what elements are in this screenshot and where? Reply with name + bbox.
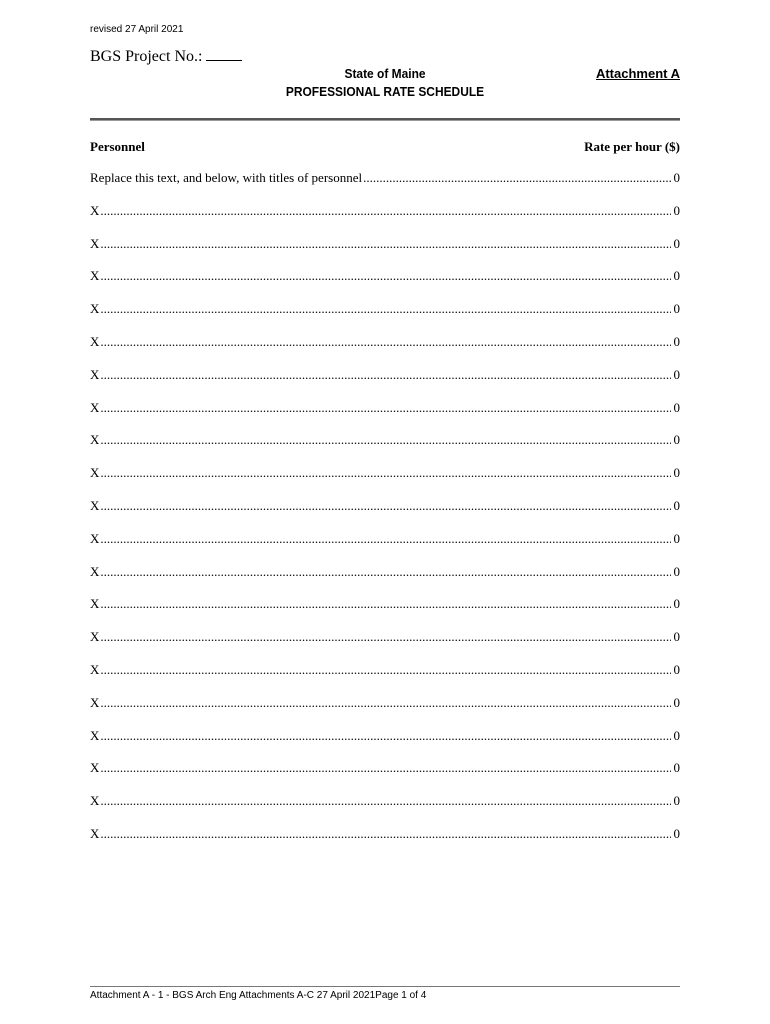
- dot-leader: [100, 465, 670, 481]
- rate-value[interactable]: 0: [673, 301, 680, 317]
- rate-value[interactable]: 0: [673, 530, 680, 546]
- table-row: [90, 596, 680, 629]
- personnel-title[interactable]: X: [90, 465, 100, 481]
- table-row: [90, 793, 680, 826]
- table-row: [90, 170, 680, 203]
- personnel-title[interactable]: X: [90, 661, 100, 677]
- page-footer: Attachment A - 1 - BGS Arch Eng Attachments A-C 27 April 2021Page 1 of 4: [90, 990, 427, 1001]
- dot-leader: [100, 301, 670, 317]
- rate-value[interactable]: 0: [673, 333, 680, 349]
- table-row: [90, 826, 680, 859]
- table-row: [90, 695, 680, 728]
- table-row: [90, 334, 680, 367]
- dot-leader: [100, 334, 670, 350]
- table-row: [90, 236, 680, 269]
- project-number-line: [90, 46, 242, 66]
- document-title: [261, 65, 509, 101]
- dot-leader: [100, 367, 670, 383]
- rate-value[interactable]: 0: [673, 760, 680, 776]
- header-divider: [90, 118, 680, 121]
- dot-leader: [100, 662, 670, 678]
- rate-value[interactable]: 0: [673, 596, 680, 612]
- title-state: State of Maine: [344, 66, 426, 81]
- dot-leader: [100, 596, 670, 612]
- personnel-title[interactable]: X: [90, 366, 100, 382]
- dot-leader: [100, 400, 670, 416]
- rate-table: [90, 170, 680, 859]
- table-row: [90, 564, 680, 597]
- dot-leader: [100, 760, 670, 776]
- personnel-title[interactable]: X: [90, 760, 100, 776]
- dot-leader: [100, 203, 670, 219]
- table-row: [90, 367, 680, 400]
- personnel-title[interactable]: X: [90, 301, 100, 317]
- personnel-title[interactable]: X: [90, 235, 100, 251]
- rate-value[interactable]: 0: [673, 432, 680, 448]
- dot-leader: [100, 695, 670, 711]
- personnel-title[interactable]: X: [90, 596, 100, 612]
- rate-value[interactable]: 0: [673, 366, 680, 382]
- rate-value[interactable]: 0: [673, 170, 680, 185]
- table-row: [90, 662, 680, 695]
- table-row: [90, 432, 680, 465]
- table-row: [90, 203, 680, 236]
- project-number-label: BGS Project No.:: [90, 48, 203, 65]
- rate-value[interactable]: 0: [673, 563, 680, 579]
- rate-value[interactable]: 0: [673, 694, 680, 710]
- personnel-title[interactable]: X: [90, 432, 100, 448]
- personnel-title[interactable]: X: [90, 202, 100, 218]
- personnel-title[interactable]: X: [90, 399, 100, 415]
- personnel-title[interactable]: X: [90, 629, 100, 645]
- attachment-label: Attachment A: [595, 66, 680, 81]
- project-number-blank[interactable]: [206, 46, 242, 61]
- personnel-title[interactable]: X: [90, 694, 100, 710]
- dot-leader: [100, 826, 670, 842]
- table-row: [90, 531, 680, 564]
- personnel-title[interactable]: X: [90, 497, 100, 513]
- table-row: [90, 268, 680, 301]
- personnel-title[interactable]: X: [90, 333, 100, 349]
- dot-leader: [363, 170, 670, 186]
- rate-value[interactable]: 0: [673, 235, 680, 251]
- rate-value[interactable]: 0: [673, 629, 680, 645]
- personnel-title[interactable]: X: [90, 268, 100, 284]
- footer-divider: [90, 986, 680, 987]
- personnel-title[interactable]: X: [90, 563, 100, 579]
- dot-leader: [100, 531, 670, 547]
- personnel-title[interactable]: X: [90, 825, 100, 841]
- personnel-title[interactable]: Replace this text, and below, with titles of personnel: [90, 170, 363, 185]
- table-row: [90, 760, 680, 793]
- rate-value[interactable]: 0: [673, 825, 680, 841]
- rate-value[interactable]: 0: [673, 202, 680, 218]
- dot-leader: [100, 728, 670, 744]
- dot-leader: [100, 236, 670, 252]
- rate-value[interactable]: 0: [673, 497, 680, 513]
- rate-value[interactable]: 0: [673, 661, 680, 677]
- dot-leader: [100, 268, 670, 284]
- rate-value[interactable]: 0: [673, 465, 680, 481]
- table-row: [90, 629, 680, 662]
- rate-value[interactable]: 0: [673, 793, 680, 809]
- table-row: [90, 728, 680, 761]
- table-row: [90, 301, 680, 334]
- personnel-title[interactable]: X: [90, 530, 100, 546]
- personnel-title[interactable]: X: [90, 793, 100, 809]
- dot-leader: [100, 498, 670, 514]
- dot-leader: [100, 432, 670, 448]
- dot-leader: [100, 793, 670, 809]
- dot-leader: [100, 629, 670, 645]
- table-row: [90, 400, 680, 433]
- rate-value[interactable]: 0: [673, 268, 680, 284]
- dot-leader: [100, 564, 670, 580]
- title-schedule: PROFESSIONAL RATE SCHEDULE: [285, 84, 485, 99]
- rate-value[interactable]: 0: [673, 727, 680, 743]
- table-row: [90, 465, 680, 498]
- revised-date: revised 27 April 2021: [90, 24, 184, 35]
- column-header-rate: Rate per hour ($): [584, 139, 680, 154]
- column-header-personnel: Personnel: [90, 139, 145, 154]
- personnel-title[interactable]: X: [90, 727, 100, 743]
- table-row: [90, 498, 680, 531]
- rate-value[interactable]: 0: [673, 399, 680, 415]
